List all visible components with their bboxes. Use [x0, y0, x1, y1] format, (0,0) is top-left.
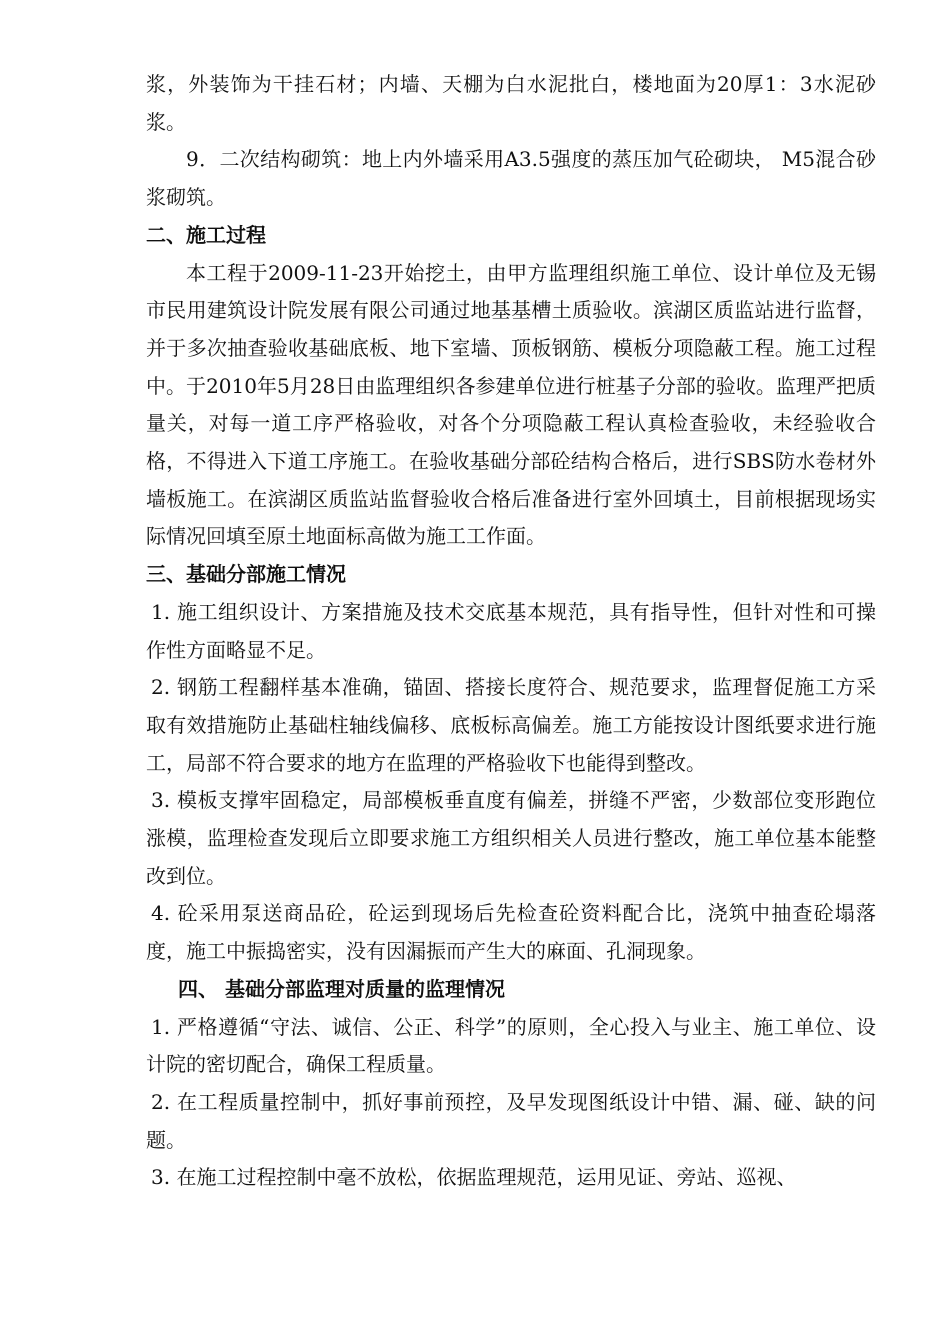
- document-page: [146, 66, 876, 1197]
- list-item-concrete: 4. 砼采用泵送商品砼，砼运到现场后先检查砼资料配合比，浇筑中抽查砼塌落度，施工中振捣密实，没有因漏振而产生大的麻面、孔洞现象。: [146, 901, 876, 964]
- section-heading-construction-process: 二、施工过程: [146, 222, 266, 247]
- section-heading-foundation-construction: 三、基础分部施工情况: [146, 562, 346, 587]
- paragraph-secondary-masonry: 9．二次结构砌筑：地上内外墙采用A3.5强度的蒸压加气砼砌块， M5混合砂浆砌筑。: [146, 147, 876, 210]
- list-item-principles: 1. 严格遵循“守法、诚信、公正、科学”的原则，全心投入与业主、施工单位、设计院的密切配合，确保工程质量。: [146, 1014, 876, 1077]
- list-item-process-control: 3. 在施工过程控制中毫不放松，依据监理规范，运用见证、旁站、巡视、: [151, 1165, 797, 1190]
- list-item-formwork: 3. 模板支撑牢固稳定，局部模板垂直度有偏差，拼缝不严密，少数部位变形跑位涨模，监理检查发现后立即要求施工方组织相关人员进行整改，施工单位基本能整改到位。: [146, 788, 876, 888]
- list-item-construction-design: 1. 施工组织设计、方案措施及技术交底基本规范，具有指导性，但针对性和可操作性方面略显不足。: [146, 599, 876, 662]
- list-item-rebar-work: 2. 钢筋工程翻样基本准确，锚固、搭接长度符合、规范要求，监理督促施工方采取有效措施防止基础柱轴线偏移、底板标高偏差。施工方能按设计图纸要求进行施工，局部不符合要求的地方在监理的严格验收下也能得到整改。: [146, 675, 876, 775]
- list-item-pre-control: 2. 在工程质量控制中，抓好事前预控，及早发现图纸设计中错、漏、碰、缺的问题。: [146, 1089, 876, 1152]
- paragraph-construction-process: 本工程于2009-11-23开始挖土，由甲方监理组织施工单位、设计单位及无锡市民用建筑设计院发展有限公司通过地基基槽土质验收。滨湖区质监站进行监督，并于多次抽查验收基础底板、地下室墙、顶板钢筋、模板分项隐蔽工程。施工过程中。于2010年5月28日由监理组织各参建单位进行桩基子分部的验收。监理严把质量关，对每一道工序严格验收，对各个分项隐蔽工程认真检查验收，未经验收合格，不得进入下道工序施工。在验收基础分部砼结构合格后，进行SBS防水卷材外墙板施工。在滨湖区质监站监督验收合格后准备进行室外回填土，目前根据现场实际情况回填至原土地面标高做为施工工作面。: [146, 260, 876, 549]
- paragraph-finish-materials: 浆，外装饰为干挂石材；内墙、天棚为白水泥批白，楼地面为20厚1：3水泥砂浆。: [146, 72, 876, 134]
- section-heading-supervision-quality: 四、 基础分部监理对质量的监理情况: [178, 976, 505, 1001]
